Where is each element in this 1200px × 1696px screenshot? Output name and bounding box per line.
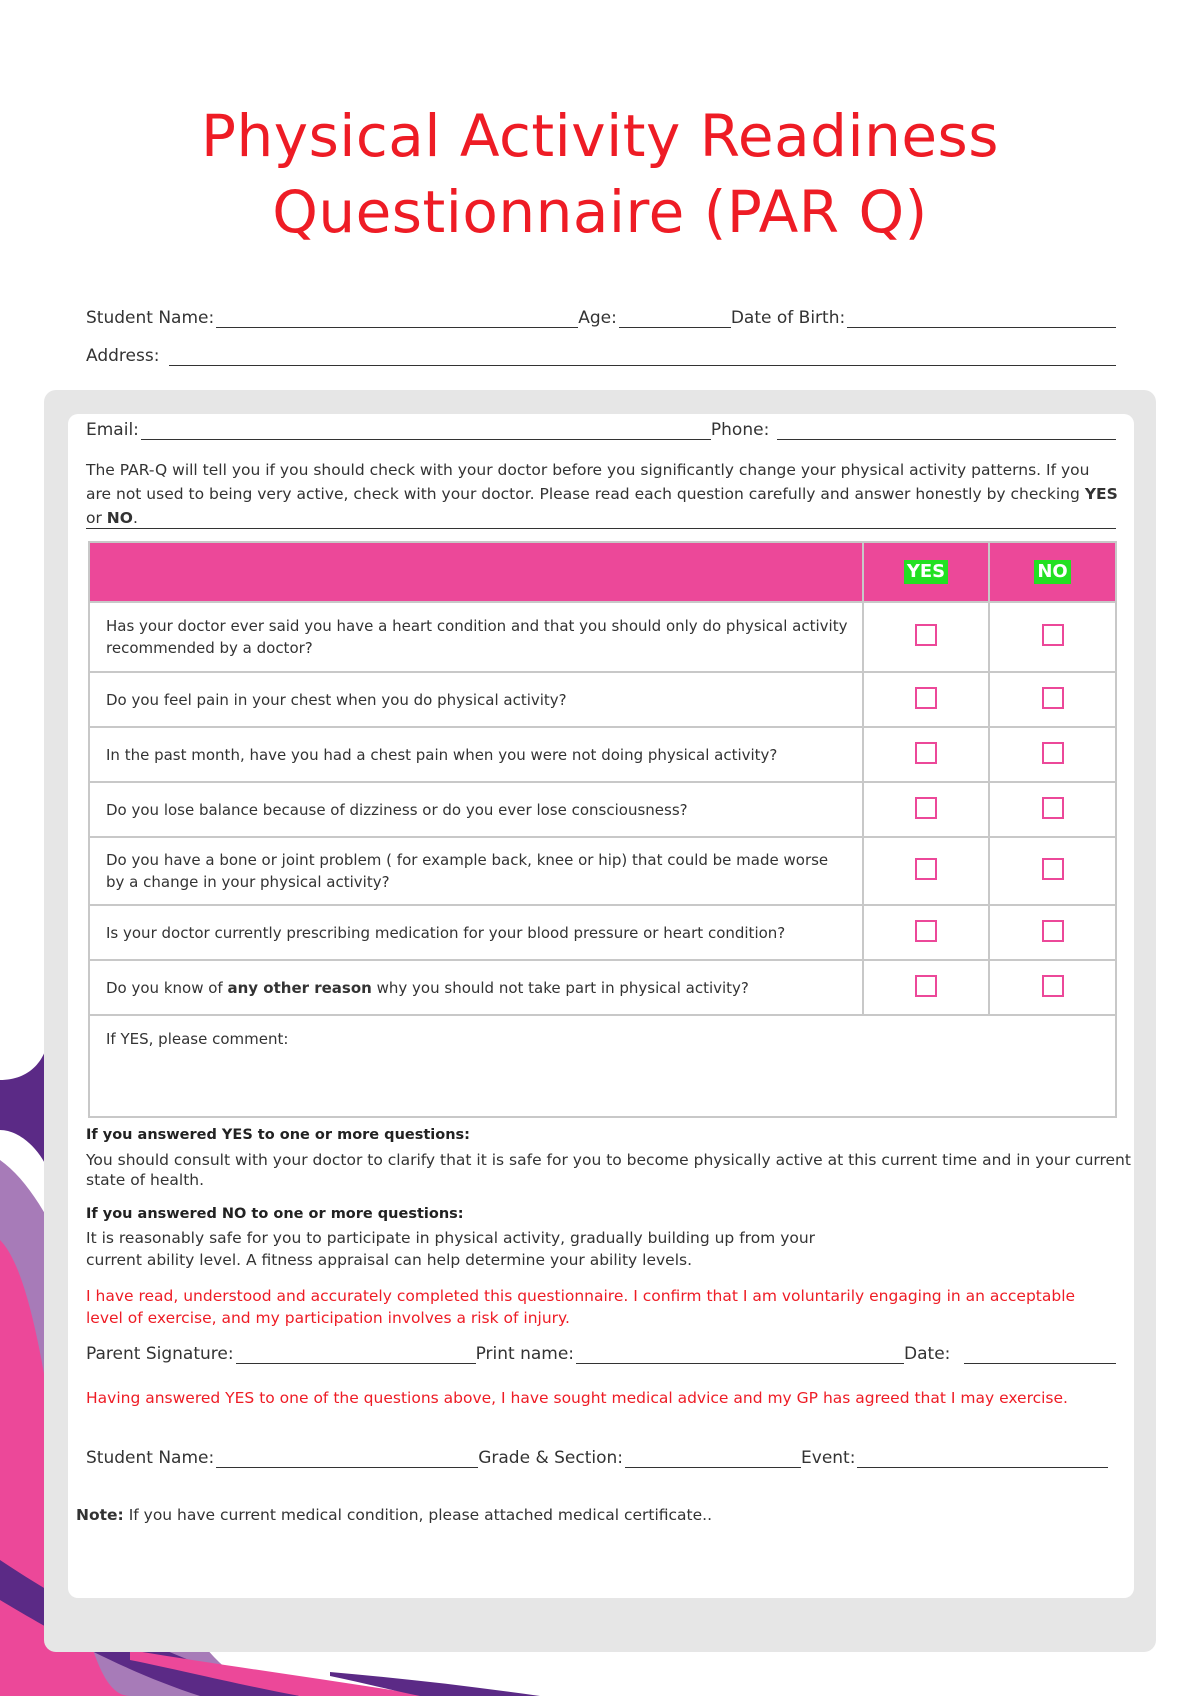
intro-no: NO	[106, 509, 133, 527]
no-section-line2: current ability level. A fitness appraisal can help determine your ability levels.	[86, 1251, 693, 1269]
address-row	[86, 346, 1116, 366]
question-2: Do you feel pain in your chest when you do physical activity?	[89, 672, 863, 727]
q3-yes-checkbox[interactable]	[915, 742, 937, 764]
event-label: Event:	[801, 1448, 856, 1468]
page-title-line2: Questionnaire (PAR Q)	[272, 178, 928, 246]
email-label: Email:	[86, 420, 139, 440]
date-field[interactable]	[964, 1345, 1116, 1364]
table-row	[89, 672, 1116, 727]
table-header	[89, 542, 1116, 602]
intro-yes: YES	[1084, 485, 1118, 503]
q5-no-checkbox[interactable]	[1042, 858, 1064, 880]
q5-yes-checkbox[interactable]	[915, 858, 937, 880]
grade-section-field[interactable]	[625, 1449, 801, 1468]
age-label: Age:	[578, 308, 617, 328]
gp-statement: Having answered YES to one of the questions above, I have sought medical advice and my GP has agreed that I may exercise.	[86, 1389, 1068, 1407]
phone-label: Phone:	[710, 420, 770, 440]
table-row	[89, 837, 1116, 905]
student-info-row	[86, 308, 1116, 328]
header-blank	[89, 542, 863, 602]
swoosh-purple-left	[0, 1040, 48, 1170]
age-field[interactable]	[619, 309, 731, 328]
table-row	[89, 905, 1116, 960]
event-field[interactable]	[857, 1449, 1108, 1468]
no-section-line1: It is reasonably safe for you to participate in physical activity, gradually building up from your	[86, 1229, 816, 1247]
q2-yes-checkbox[interactable]	[915, 687, 937, 709]
student-row-name-label: Student Name:	[86, 1448, 215, 1468]
q6-yes-checkbox[interactable]	[915, 920, 937, 942]
page-title-line1: Physical Activity Readiness	[201, 102, 999, 170]
question-1: Has your doctor ever said you have a heart condition and that you should only do physical activity recommended by a doctor?	[89, 602, 863, 672]
contact-row	[86, 420, 1116, 440]
declaration-text: I have read, understood and accurately completed this questionnaire. I confirm that I am voluntarily engaging in an acceptable level of exercise, and my participation involves a risk of injury.	[86, 1287, 1076, 1327]
parent-signature-field[interactable]	[236, 1345, 476, 1364]
print-name-label: Print name:	[475, 1344, 575, 1364]
yes-header-label: YES	[904, 560, 948, 584]
intro-divider	[86, 528, 1116, 529]
signature-row	[86, 1344, 1116, 1364]
question-4: Do you lose balance because of dizziness or do you ever lose consciousness?	[89, 782, 863, 837]
phone-field[interactable]	[777, 421, 1116, 440]
grade-section-label: Grade & Section:	[478, 1448, 624, 1468]
note-text: If you have current medical condition, please attached medical certificate..	[128, 1506, 713, 1524]
q3-no-checkbox[interactable]	[1042, 742, 1064, 764]
student-row	[86, 1448, 1108, 1468]
q7-bold: any other reason	[227, 978, 372, 997]
q4-yes-checkbox[interactable]	[915, 797, 937, 819]
q6-no-checkbox[interactable]	[1042, 920, 1064, 942]
intro-end: .	[132, 509, 138, 527]
questions-table	[88, 541, 1117, 1118]
q1-yes-checkbox[interactable]	[915, 624, 937, 646]
table-row	[89, 960, 1116, 1015]
note	[76, 1506, 712, 1524]
question-7	[89, 960, 863, 1015]
address-label: Address:	[86, 346, 160, 366]
header-no	[989, 542, 1116, 602]
intro-or: or	[86, 509, 102, 527]
q1-no-checkbox[interactable]	[1042, 624, 1064, 646]
q4-no-checkbox[interactable]	[1042, 797, 1064, 819]
header-yes	[863, 542, 989, 602]
yes-section-text: You should consult with your doctor to clarify that it is safe for you to become physically active at this current time and in your current state of health.	[86, 1151, 1131, 1189]
q7-post: why you should not take part in physical activity?	[376, 978, 749, 997]
table-row	[89, 727, 1116, 782]
q7-no-checkbox[interactable]	[1042, 975, 1064, 997]
no-section-heading: If you answered NO to one or more questions:	[86, 1206, 464, 1222]
dob-label: Date of Birth:	[730, 308, 846, 328]
q2-no-checkbox[interactable]	[1042, 687, 1064, 709]
address-field[interactable]	[169, 347, 1116, 366]
q7-yes-checkbox[interactable]	[915, 975, 937, 997]
parent-signature-label: Parent Signature:	[86, 1344, 234, 1364]
question-6: Is your doctor currently prescribing medication for your blood pressure or heart condition?	[89, 905, 863, 960]
intro-text: The PAR-Q will tell you if you should check with your doctor before you significantly change your physical activity patterns. If you are not used to being very active, check with your doctor. Please read each question carefully and answer honestly by checking	[86, 461, 1090, 503]
yes-section-heading: If you answered YES to one or more questions:	[86, 1127, 470, 1143]
dob-field[interactable]	[847, 309, 1116, 328]
question-3: In the past month, have you had a chest pain when you were not doing physical activity?	[89, 727, 863, 782]
student-name-label: Student Name:	[86, 308, 215, 328]
no-header-label: NO	[1034, 560, 1070, 584]
table-row	[89, 602, 1116, 672]
comment-label: If YES, please comment:	[106, 1030, 289, 1048]
email-field[interactable]	[141, 421, 711, 440]
table-row	[89, 782, 1116, 837]
q7-pre: Do you know of	[106, 978, 223, 997]
student-row-name-field[interactable]	[216, 1449, 478, 1468]
date-label: Date:	[904, 1344, 951, 1364]
student-name-field[interactable]	[216, 309, 578, 328]
question-5: Do you have a bone or joint problem ( for example back, knee or hip) that could be made worse by a change in your physical activity?	[89, 837, 863, 905]
note-label: Note:	[76, 1506, 124, 1524]
intro-paragraph	[86, 458, 1118, 530]
comment-row	[89, 1015, 1116, 1117]
comment-field[interactable]	[89, 1015, 1116, 1117]
print-name-field[interactable]	[576, 1345, 904, 1364]
